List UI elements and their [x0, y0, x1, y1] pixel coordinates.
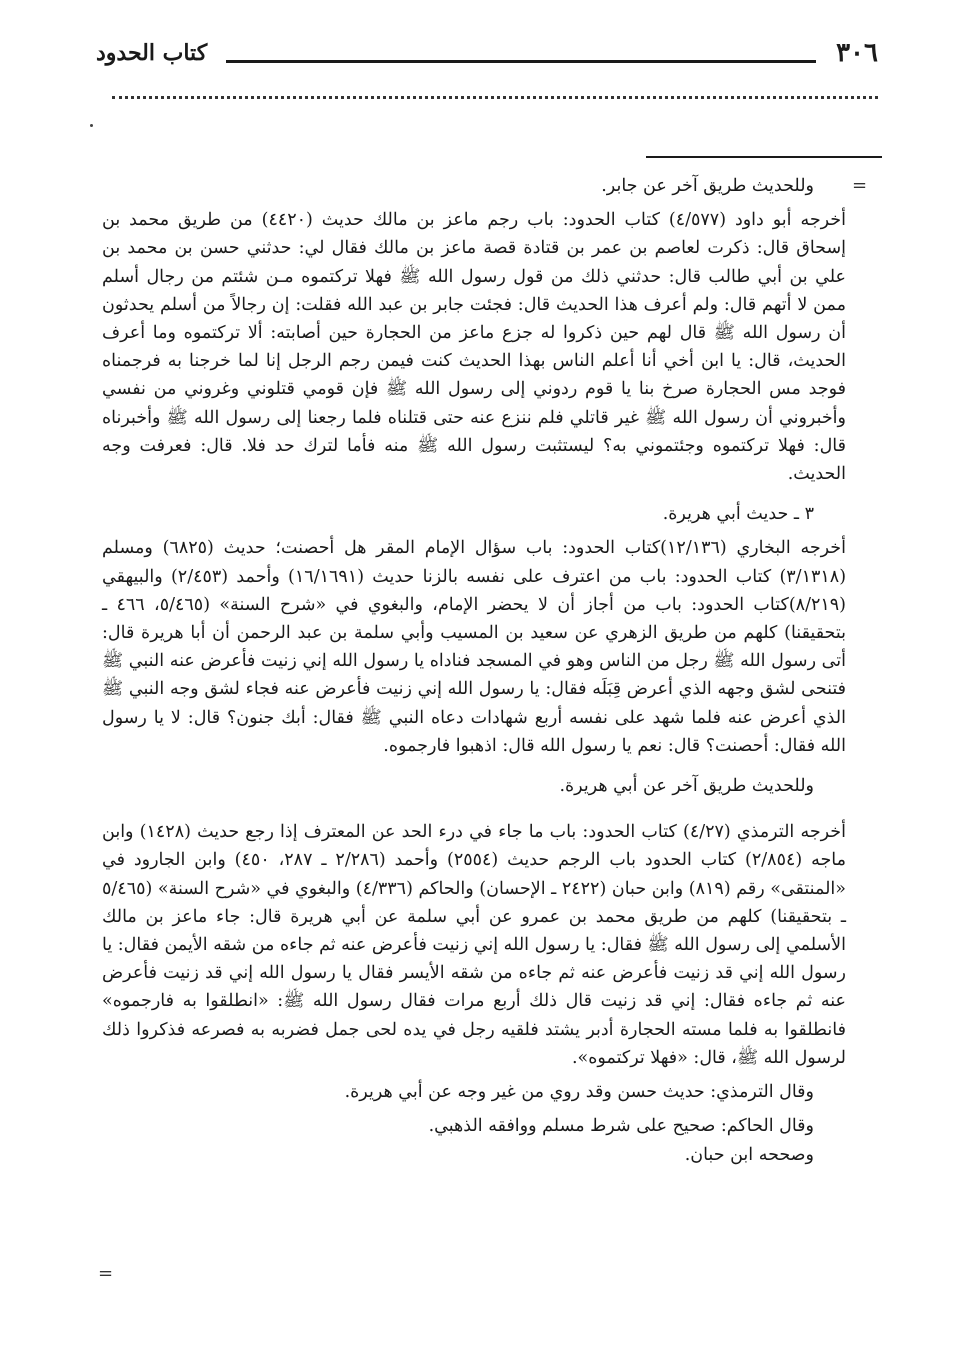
paragraph-bukhari: أخرجه البخاري (١٢/١٣٦)كتاب الحدود: باب سؤال الإمام المقر هل أحصنت؛ حديث (٦٨٢٥) ومسلم (٣/١٣١٨) كتاب الحدود: باب من اعترف على نفسه بالزنا حديث (١٦/١٦٩١) وأحمد (٢/٤٥٣) والبيهقي (٨/٢١٩)كتاب الحدود: باب من أجاز أن لا يحضر الإمام، والبغوي في «شرح السنة» (٥/٤٦٥، ٤٦٦ ـ بتحقيقنا) كلهم من طريق الزهري عن سعيد بن المسيب وأبي سلمة بن عبد الرحمن أن أبا هريرة قال: أتى رسول الله ﷺ رجل من الناس وهو في المسجد فناداه يا رسول الله إني زنيت فأعرض عنه النبي ﷺ فتنحى لشق وجهه الذي أعرض قِبَلَه فقال: يا رسول الله إني زنيت فأعرض عنه فجاء لشق وجه النبي ﷺ الذي أعرض عنه فلما شهد على نفسه أربع شهادات دعاه النبي ﷺ فقال: أبك جنون؟ قال: لا يا رسول الله فقال: أحصنت؟ قال: نعم يا رسول الله قال: اذهبوا فارجموه. — [102, 538, 847, 756]
section-heading-abu-hurayra: ٣ ـ حديث أبي هريرة. — [662, 504, 814, 525]
paragraph-hakim-grading: وقال الحاكم: صحيح على شرط مسلم ووافقه الذهبي. — [428, 1116, 814, 1137]
footnote-body — [102, 172, 846, 1169]
header-rule — [226, 60, 816, 63]
continuation-mark-bottom: = — [98, 1263, 114, 1284]
stray-mark — [90, 124, 93, 127]
dotted-separator — [112, 96, 878, 99]
page-header — [96, 36, 878, 76]
paragraph-ibn-hibban: وصححه ابن حبان. — [684, 1144, 814, 1165]
footnote-rule — [646, 156, 882, 158]
paragraph-tirmidhi-grading: وقال الترمذي: حديث حسن وقد روي من غير وجه عن أبي هريرة. — [344, 1082, 814, 1103]
paragraph-jabir-other-route: وللحديث طريق آخر عن جابر. — [601, 176, 814, 196]
paragraph-tirmidhi: أخرجه الترمذي (٤/٢٧) كتاب الحدود: باب ما جاء في درء الحد عن المعترف إذا رجع حديث (١٤٢٨) وابن ماجه (٢/٨٥٤) كتاب الحدود باب الرجم حديث (٢٥٥٤) وأحمد (٢/٢٨٦ ـ ٢٨٧، ٤٥٠) وابن الجارود في «المنتقى» رقم (٨١٩) وابن حبان (٢٤٢٢ ـ الإحسان) والحاكم (٤/٣٣٦) والبغوي في «شرح السنة» (٥/٤٦٥ ـ بتحقيقنا) كلهم من طريق محمد بن عمرو عن أبي سلمة عن أبي هريرة قال: جاء ماعز بن مالك الأسلمي إلى رسول الله ﷺ فقال: يا رسول الله إني زنيت فأعرض عنه ثم جاءه من شقه الأيمن فقال: يا رسول الله إني قد زنيت فأعرض عنه ثم جاءه من شقه الأيسر فقال يا رسول الله إني قد زنيت فأعرض عنه ثم جاءه فقال: إني قد زنيت قال ذلك أربع مرات فقال رسول الله ﷺ: «انطلقوا به فارجموه» فانطلقوا به فلما مسته الحجارة أدبر يشتد فلقيه رجل في يده لحى جمل فضربه به فصرعه فذكروا ذلك لرسول الله ﷺ، قال: «فهلا تركتموه». — [102, 822, 847, 1068]
book-title: كتاب الحدود — [96, 40, 208, 66]
paragraph-abu-dawud: أخرجه أبو داود (٤/٥٧٧) كتاب الحدود: باب رجم ماعز بن مالك حديث (٤٤٢٠) من طريق محمد بن إسحاق قال: ذكرت لعاصم بن عمر بن قتادة قصة ماعز بن مالك فقال لي: حدثني حسن بن محمد بن علي بن أبي طالب قال: حدثني ذلك من قول رسول الله ﷺ فهلا تركتموه مـن شئتم من رجال أسلم ممن لا أتهم قال: ولم أعرف هذا الحديث قال: فجئت جابر بن عبد الله فقلت: إن رجالاً من أسلم يحدثون أن رسول الله ﷺ قال لهم حين ذكروا له جزع ماعز من الحجارة حين أصابته: ألا تركتموه وما أعرف الحديث، قال: يا ابن أخي أنا أعلم الناس بهذا الحديث كنت فيمن رجم الرجل إنا لما خرجنا به فرجمناه فوجد مس الحجارة صرخ بنا يا قوم ردوني إلى رسول الله ﷺ فإن قومي قتلوني وغروني من نفسي وأخبروني أن رسول الله ﷺ غير قاتلي فلم ننزع عنه حتى قتلناه فلما رجعنا إلى رسول الله ﷺ وأخبرناه قال: فهلا تركتموه وجئتموني به؟ ليستثبت رسول الله ﷺ منه فأما لترك حد فلا. قال: فعرفت وجه الحديث. — [102, 210, 846, 485]
page-number: ٣٠٦ — [836, 38, 878, 68]
continuation-mark-top: = — [852, 175, 868, 196]
paragraph-abu-hurayra-other-route: وللحديث طريق آخر عن أبي هريرة. — [559, 776, 814, 797]
